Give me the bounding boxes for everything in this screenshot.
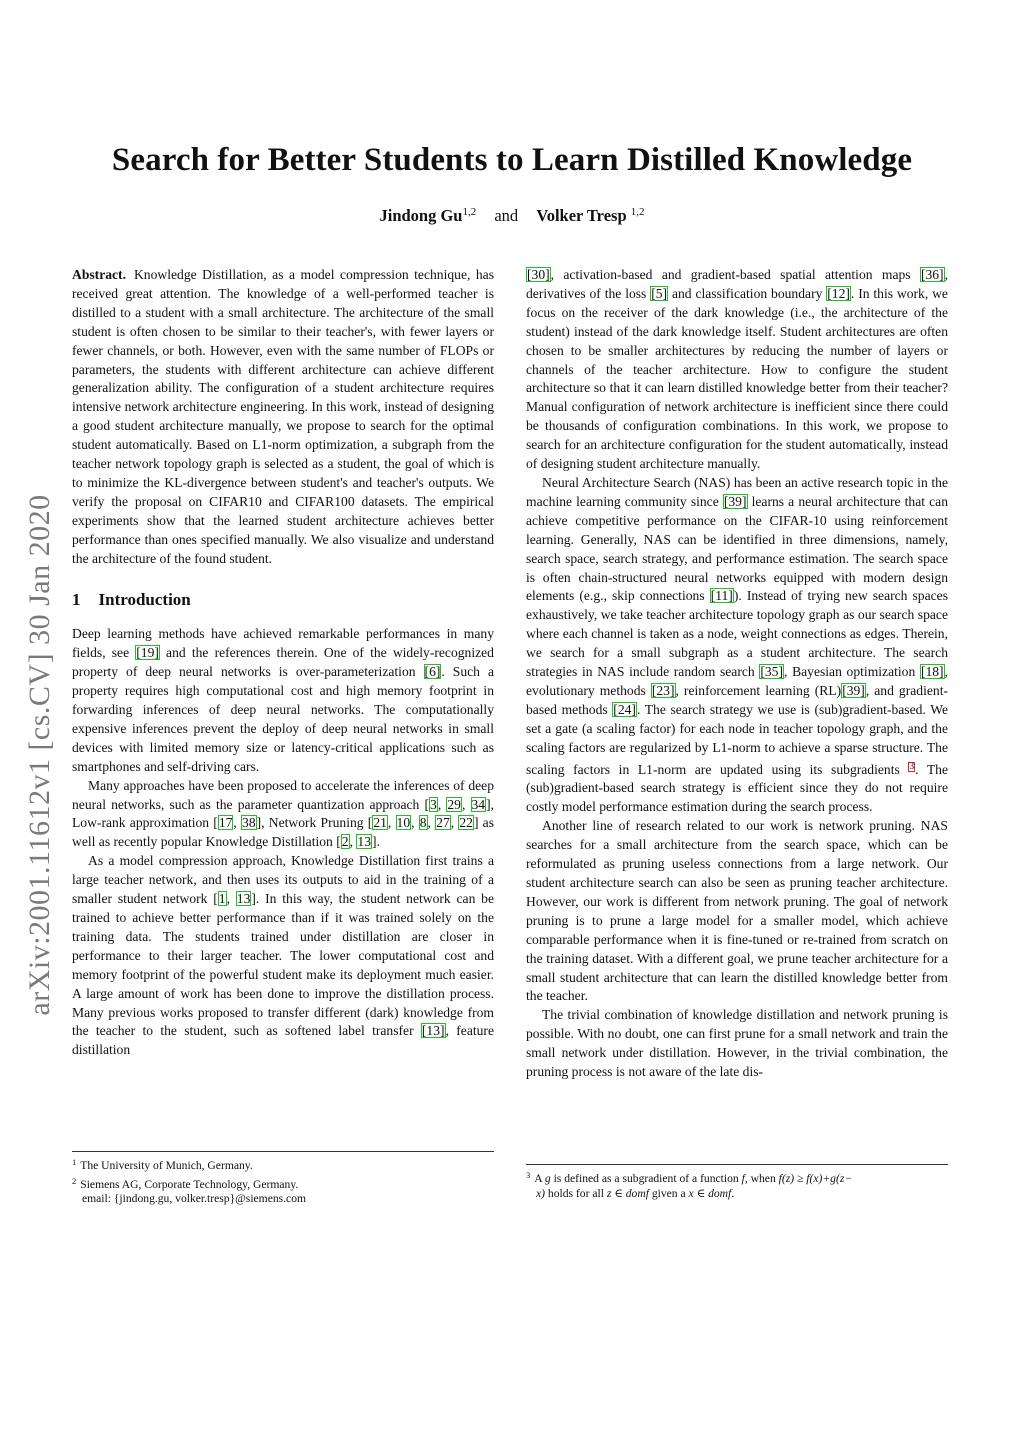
arxiv-sidebar — [15, 455, 65, 1055]
text-run: ], Low-rank approximation [ — [72, 796, 495, 831]
citation-link[interactable]: 8 — [419, 815, 427, 831]
footnote-2-email: email: {jindong.gu, volker.tresp}@siemens.com — [82, 1192, 307, 1205]
citation-link[interactable]: [13] — [421, 1023, 445, 1039]
text-run: given a — [648, 1186, 689, 1200]
author-line — [60, 206, 964, 226]
footnote-mark: 2 — [72, 1175, 77, 1186]
intro-paragraph-4 — [526, 474, 948, 817]
author-2-name: Volker Tresp — [536, 206, 627, 225]
text-run: , derivatives of the loss — [526, 267, 948, 301]
citation-link[interactable]: [12] — [827, 285, 850, 301]
intro-paragraph-3-continued — [526, 266, 948, 474]
text-run: Deep learning methods have achieved remarkable performances in many fields, see — [72, 626, 494, 661]
text-run: is defined as a subgradient of a function — [550, 1172, 742, 1185]
math-symbol: g — [544, 1172, 551, 1185]
text-run: , and gradient-based methods — [526, 682, 948, 717]
footnote-rule-right — [526, 1164, 948, 1165]
footnote-text: Siemens AG, Corporate Technology, Germany. — [80, 1177, 299, 1191]
citation-link[interactable]: 13 — [236, 891, 251, 907]
citation-link[interactable]: 13 — [357, 834, 371, 850]
footnote-text: The University of Munich, Germany. — [80, 1159, 253, 1172]
footnote-1 — [72, 1155, 502, 1174]
citation-link[interactable]: 27 — [436, 815, 450, 831]
footnotes-left — [72, 1155, 502, 1207]
math-expression: z ∈ domf — [606, 1186, 649, 1200]
text-run: , Bayesian optimization — [784, 664, 920, 680]
citation-link[interactable]: [11] — [710, 588, 733, 604]
abstract-label: Abstract. — [72, 267, 126, 282]
citation-link[interactable]: 1 — [218, 891, 226, 907]
intro-paragraph-2: Many approaches have been proposed to accelerate the inferences of deep neural networks, such as the parameter quantization approach [3, 29, 34], Low-rank approximation [17, 38], Network Pruning [21, 10, 8, 27, 22] as well as recently popular Knowledge Distillation [2, 13]. — [72, 777, 495, 850]
citation-link[interactable]: [35] — [760, 664, 783, 680]
text-run: , feature distillation — [72, 1023, 494, 1058]
citation-link[interactable]: [39] — [723, 493, 747, 509]
intro-paragraph-3: As a model compression approach, Knowledge Distillation first trains a large teacher network, and then uses its outputs to aid in the training of a smaller student network [1, 13]. In this way, the student network can be trained to achieve better performance than if it was trained solely on the training data. The students trained under distillation are closer in performance to their larger teacher. The lower computational cost and memory footprint of the powerful student make its deployment much easier. A large amount of work has been done to improve the distillation process. Many previous works proposed to transfer different (dark) knowledge from the teacher to the student, such as softened label transfer [13], feature distillation — [72, 853, 495, 1058]
author-1-name: Jindong Gu — [379, 206, 463, 225]
text-run: . The (sub)gradient-based search strategy is efficient since they do not require costly model performance estimation during the search process. — [526, 761, 949, 815]
text-run: A — [534, 1172, 545, 1185]
citation-link[interactable]: [19] — [136, 645, 159, 661]
math-expression: x) — [536, 1186, 546, 1200]
footnote-rule-left — [72, 1151, 494, 1152]
text-run: , evolutionary methods — [526, 664, 948, 698]
citation-link[interactable]: 3 — [430, 796, 437, 812]
author-and: and — [494, 206, 519, 225]
text-run: learns a neural architecture that can achieve competitive performance on the CIFAR-10 using reinforcement learning. Generally, NAS can be identified in three dimensions, namely, search space, search strategy, and performance estimation. The search space is often chain-structured neural networks equipped with modern design elements (e.g., skip connections — [526, 493, 948, 604]
math-expression: f(z) ≥ f(x)+g(z− — [778, 1172, 853, 1185]
citation-link[interactable]: 22 — [459, 815, 473, 831]
citation-link[interactable]: 38 — [242, 815, 256, 831]
section-number: 1 — [72, 589, 81, 609]
text-run: , reinforcement learning (RL) — [675, 682, 842, 698]
footnote-3 — [526, 1168, 948, 1201]
citation-link[interactable]: [36] — [920, 267, 944, 282]
text-run: ] as well as recently popular Knowledge Distillation [ — [72, 815, 494, 850]
text-run: . In this work, we focus on the receiver of the dark knowledge (i.e., the architecture of the student) instead of the dark knowledge itself. Student architectures are often chosen to be smaller architectures by reducing the number of layers or channels of the teacher architecture. How to configure the student architecture so that it can learn distilled knowledge better from their teacher? Manual configuration of network architecture is inefficient since there could be thousands of configuration combinations. In this work, we propose to search for an architecture configuration for the student automatically, instead of designing student architecture manually. — [526, 285, 948, 472]
text-run: ], Network Pruning [ — [256, 815, 373, 831]
arxiv-identifier: arXiv:2001.11612v1 [cs.CV] 30 Jan 2020 — [23, 494, 56, 1016]
text-run: and classification boundary — [668, 285, 827, 301]
citation-link[interactable]: [30] — [527, 267, 550, 282]
author-2-affiliation: 1,2 — [630, 206, 645, 218]
text-run: . The search strategy we use is (sub)gradient-based. We set a gate (a scaling factor) for each node in teacher topology graph, and the scaling factors are regularized by L1-norm to achieve a sparse structure. The scaling factors in L1-norm are updated using its subgradients — [526, 701, 948, 777]
footnote-2 — [72, 1174, 502, 1193]
text-run: , when — [744, 1172, 779, 1185]
citation-link[interactable]: 29 — [447, 796, 461, 812]
text-run: As a model compression approach, Knowledge Distillation first trains a large teacher network, and then uses its outputs to aid in the training of a smaller student network [ — [72, 853, 494, 907]
citation-link[interactable]: 17 — [218, 815, 233, 831]
math-expression: x ∈ domf — [688, 1186, 732, 1200]
text-run: ]. — [371, 834, 380, 850]
text-run: Neural Architecture Search (NAS) has been an active research topic in the machine learning community since — [526, 474, 948, 509]
citation-link[interactable]: 34 — [471, 796, 486, 812]
text-run: ]. In this way, the student network can be trained to achieve better performance than if it was trained solely on the training data. The students trained under distillation are closer in performance to their larger teacher. The lower computational cost and memory footprint of the powerful student make its deployment much easier. A large amount of work has been done to improve the distillation process. Many previous works proposed to transfer different (dark) knowledge from the teacher to the student, such as softened label transfer — [72, 891, 495, 1039]
intro-paragraph-6: The trivial combination of knowledge distillation and network pruning is possible. With no doubt, one can first prune for a small network and train the small network under distillation. However, in the trivial combination, the pruning process is not aware of the late dis- — [526, 1007, 948, 1080]
text-run: Many approaches have been proposed to accelerate the inferences of deep neural networks, such as the parameter quantization approach [ — [72, 777, 494, 812]
text-run: and the references therein. One of the widely-recognized property of deep neural networks is over-parameterization — [72, 645, 494, 680]
section-title: Introduction — [98, 589, 191, 609]
citation-link[interactable]: [39] — [842, 682, 865, 698]
text-run: , activation-based and gradient-based spatial attention maps — [550, 267, 920, 282]
section-heading-introduction — [72, 591, 494, 610]
citation-link[interactable]: 2 — [341, 834, 349, 850]
right-column — [526, 266, 948, 1082]
citation-link[interactable]: 10 — [396, 815, 411, 831]
left-column — [72, 266, 494, 1060]
author-1-affiliation: 1,2 — [462, 206, 477, 218]
math-symbol: f — [741, 1172, 745, 1185]
text-run: . — [731, 1186, 735, 1200]
paper-title: Search for Better Students to Learn Distilled Knowledge — [111, 142, 913, 178]
abstract — [72, 266, 494, 569]
citation-link[interactable]: [6] — [424, 664, 441, 680]
footnote-mark: 1 — [72, 1157, 77, 1167]
text-run: holds for all — [545, 1186, 607, 1200]
intro-paragraph-1 — [72, 625, 494, 776]
citation-link[interactable]: [5] — [651, 285, 668, 301]
abstract-text: Knowledge Distillation, as a model compression technique, has received great attention. The knowledge of a well-performed teacher is distilled to a student with a small architecture. The architecture of the small student is often chosen to be similar to their teacher's, with fewer layers or fewer channels, or both. However, even with the same number of FLOPs or parameters, the students with different architecture can achieve different generalization ability. The configuration of a student architecture requires intensive network architecture engineering. In this work, instead of designing a good student architecture manually, we propose to search for the optimal student automatically. Based on L1-norm optimization, a subgraph from the teacher network topology graph is selected as a student, the goal of which is to minimize the KL-divergence between student's and teacher's outputs. We verify the proposal on CIFAR10 and CIFAR100 datasets. The empirical experiments show that the learned student architecture achieves better performance than ones specified manually. We also visualize and understand the architecture of the found student. — [72, 267, 494, 566]
footnote-mark: 3 — [526, 1170, 531, 1180]
citation-link[interactable]: [23] — [651, 682, 675, 698]
citation-link[interactable]: 21 — [373, 815, 387, 831]
footnote-3-link[interactable]: 3 — [909, 761, 915, 772]
citation-link[interactable]: [24] — [613, 701, 636, 717]
text-run: . Such a property requires high computational cost and high memory footprint in forwarding inferences of deep neural networks. The computationally expensive inferences prevent the deploy of deep neural networks in small devices with limited memory size or latency-critical applications such as smartphones and self-driving cars. — [72, 664, 494, 774]
text-run: ). Instead of trying new search spaces exhaustively, we take teacher architecture topology graph as our search space where each channel is taken as a node, weight connections as edges. Therein, we search for a small subgraph as a student architecture. The search strategies in NAS include random search — [526, 588, 948, 680]
intro-paragraph-5: Another line of research related to our work is network pruning. NAS searches for a small architecture from the search space, which can be reformulated as pruning useless connections from a large network. Our student architecture search can also be seen as pruning teacher architecture. However, our work is different from network pruning. The goal of network pruning is to prune a large model for a smaller model, which achieve comparable performance when it is fine-tuned or re-trained from scratch on the training dataset. With a different goal, we prune teacher architecture for a small student architecture that can learn the distilled knowledge better from the teacher. — [526, 818, 948, 1004]
citation-link[interactable]: [18] — [920, 664, 944, 680]
